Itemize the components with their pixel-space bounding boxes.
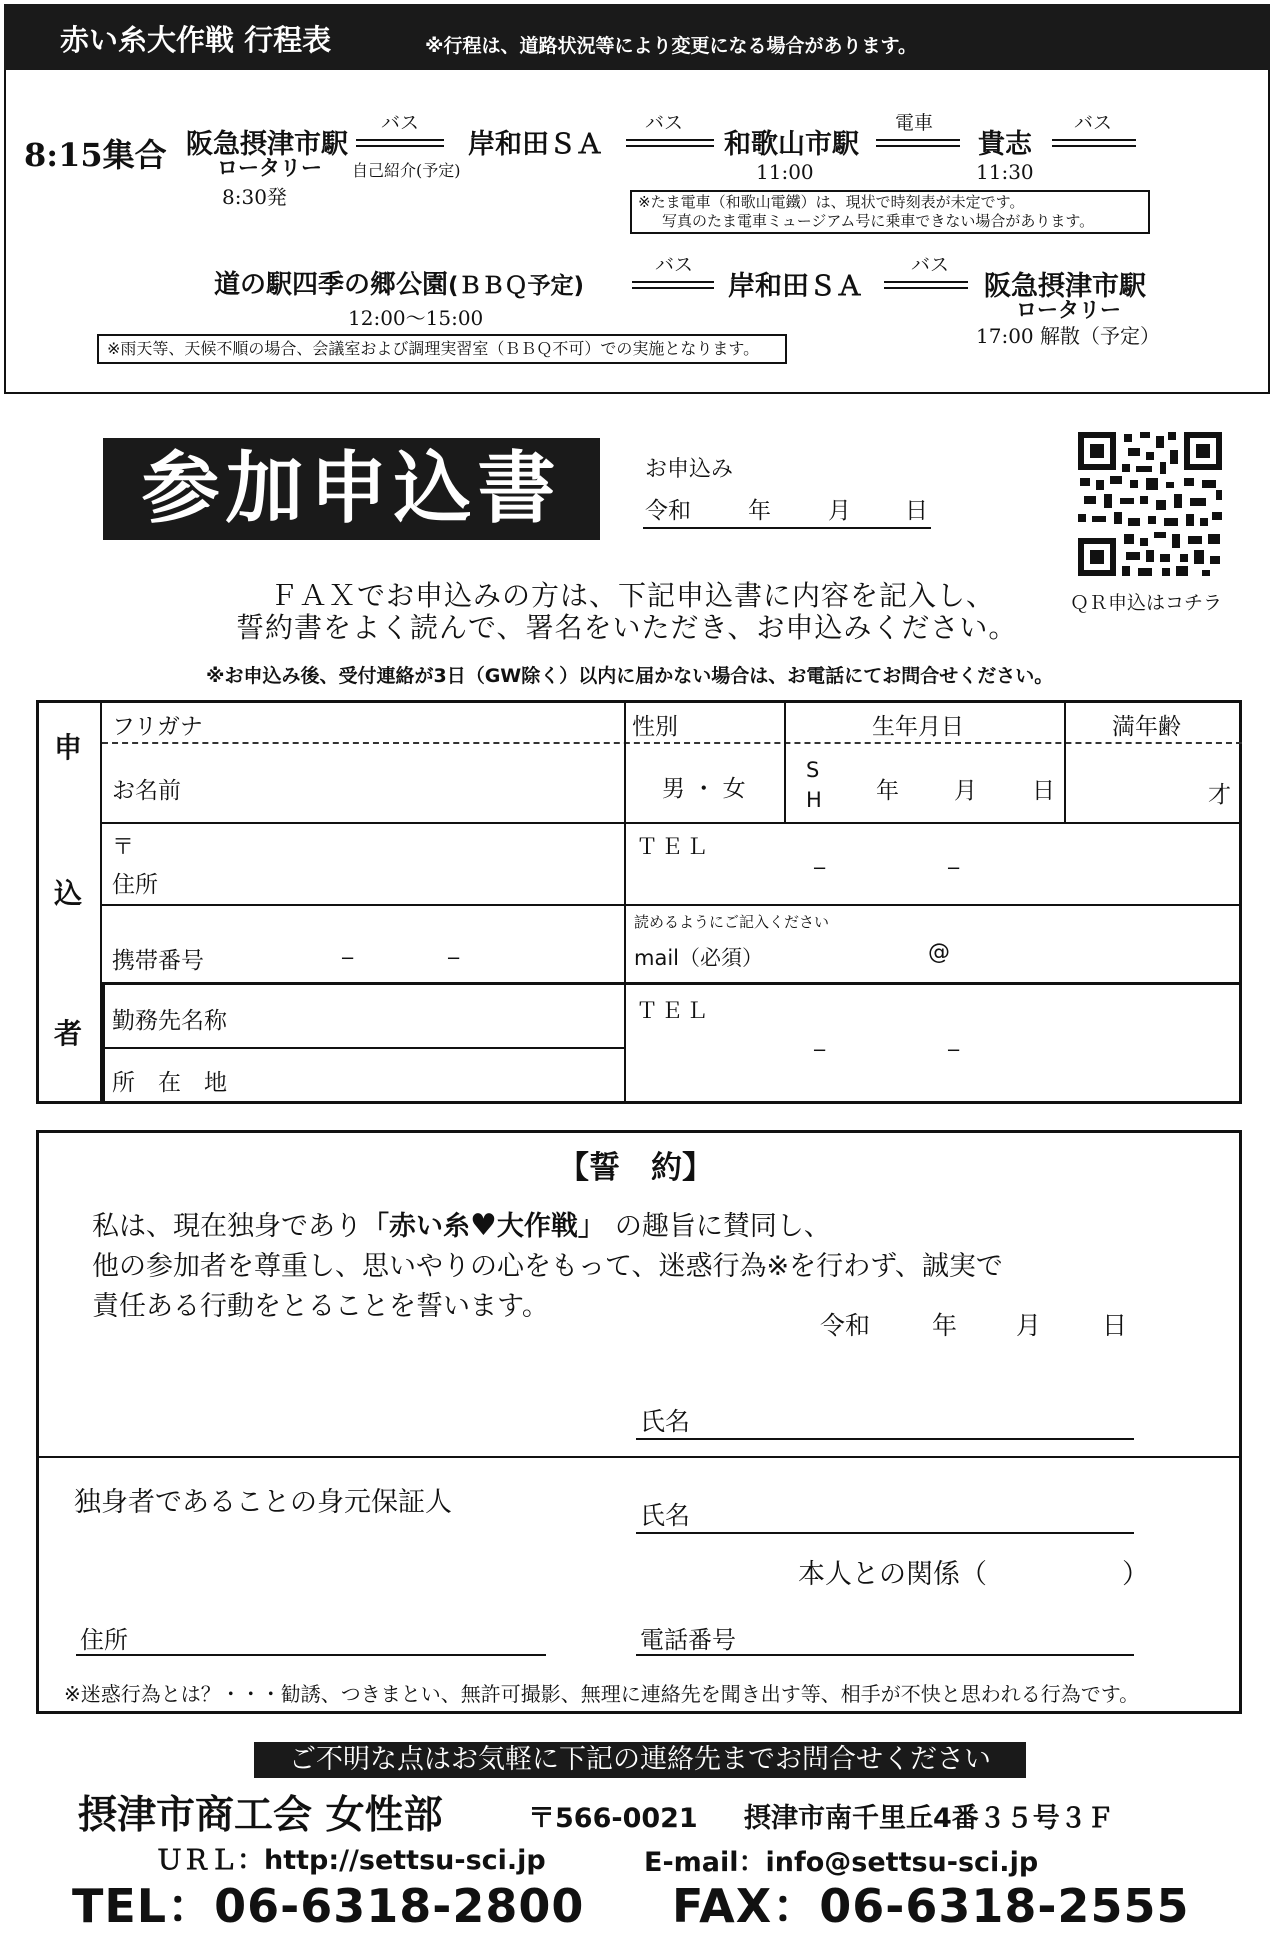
stop-hankyu-settsu-return-sub: ロータリー xyxy=(1016,298,1121,322)
leg-bus-2: バス xyxy=(645,112,684,134)
name-field[interactable] xyxy=(300,750,618,816)
relation-label[interactable]: 本人との関係（ ） xyxy=(798,1559,1149,1590)
guarantor-address-line[interactable] xyxy=(76,1654,546,1656)
contact-banner: ご不明な点はお気軽に下記の連絡先までお問合せください xyxy=(254,1742,1026,1778)
guarantor-phone-line[interactable] xyxy=(636,1654,1134,1656)
instruction-line-1: ＦＡＸでお申込みの方は、下記申込書に内容を記入し、 xyxy=(270,579,996,612)
guarantor-name-label: 氏名 xyxy=(640,1501,691,1530)
qr-code[interactable] xyxy=(1076,430,1224,578)
leg-bus-4: バス xyxy=(1074,112,1113,134)
leg-bus-1: バス xyxy=(381,112,420,134)
furigana-divider xyxy=(102,742,1242,744)
guarantor-name-line[interactable] xyxy=(636,1532,1134,1534)
address-field[interactable] xyxy=(180,826,618,900)
stop-hankyu-settsu-sub: ロータリー xyxy=(217,156,322,180)
departure-time: 8:30発 xyxy=(222,185,287,209)
assembly-time: 8:15集合 xyxy=(24,136,167,174)
age-label: 満年齢 xyxy=(1112,714,1181,740)
pledge-date-day: 日 xyxy=(1102,1311,1128,1340)
age-unit: 才 xyxy=(1208,782,1231,808)
org-address: 摂津市南千里丘4番３５号３Ｆ xyxy=(744,1803,1114,1834)
stop-michi-no-eki xyxy=(214,264,584,301)
apply-date xyxy=(645,492,928,525)
application-notice: ※お申込み後、受付連絡が3日（GW除く）以内に届かない場合は、お電話にてお問合せください。 xyxy=(206,665,1054,687)
apply-date-month: 月 xyxy=(828,498,851,524)
leg-note-intro: 自己紹介(予定) xyxy=(352,161,461,180)
qr-caption: ＱＲ申込はコチラ xyxy=(1070,592,1223,614)
gender-options[interactable]: 男 ・ 女 xyxy=(662,776,746,802)
apply-date-reiwa: 令和 xyxy=(645,498,691,524)
guarantor-phone-label: 電話番号 xyxy=(640,1626,736,1654)
wakayamashi-time: 11:00 xyxy=(756,160,814,184)
signature-label: 氏名 xyxy=(640,1407,691,1436)
kishi-time: 11:30 xyxy=(976,160,1034,184)
pledge-date xyxy=(820,1306,1128,1342)
route-line-2 xyxy=(626,139,714,147)
instruction-line-2: 誓約書をよく読んで、署名をいただき、お申込みください。 xyxy=(236,611,1018,644)
pledge-date-year: 年 xyxy=(932,1311,958,1340)
pledge-line-1-d: の趣旨に賛同し、 xyxy=(614,1211,831,1242)
form-row-line-1 xyxy=(102,822,1242,824)
location-label: 所 在 地 xyxy=(112,1070,227,1096)
work-tel-dash-1: − xyxy=(812,1040,828,1061)
guarantor-address-label: 住所 xyxy=(80,1626,128,1654)
leg-train: 電車 xyxy=(895,112,934,134)
route-line-3 xyxy=(876,139,960,147)
stop-kishiwada-sa-1: 岸和田ＳＡ xyxy=(468,129,603,160)
tel-dash-1: − xyxy=(812,858,828,879)
route-line-5 xyxy=(632,281,714,289)
mail-at: @ xyxy=(928,940,950,965)
route-line-1 xyxy=(356,139,444,147)
train-note-line-2: 写真のたま電車ミュージアム号に乗車できない場合があります。 xyxy=(662,212,1095,230)
tel-label: ＴＥＬ xyxy=(636,835,712,860)
pledge-title: 【誓 約】 xyxy=(558,1150,713,1186)
org-tel[interactable]: TEL：06-6318-2800 xyxy=(72,1879,585,1933)
guarantor-label: 独身者であることの身元保証人 xyxy=(74,1487,452,1518)
pledge-event-b: 大作戦」 xyxy=(496,1211,605,1242)
apply-date-year: 年 xyxy=(748,498,771,524)
train-note-line-1: ※たま電車（和歌山電鐵）は、現状で時刻表が未定です。 xyxy=(638,193,1025,211)
org-url[interactable]: ＵＲＬ：http://settsu-sci.jp xyxy=(156,1845,546,1876)
heart-icon: ♥ xyxy=(470,1208,497,1243)
application-title: 参加申込書 xyxy=(103,438,600,540)
birth-month: 月 xyxy=(954,778,977,804)
route-line-4 xyxy=(1052,139,1136,147)
side-label-3: 者 xyxy=(54,1017,83,1050)
pledge-line-1 xyxy=(92,1204,831,1243)
mobile-dash-2: − xyxy=(446,948,462,969)
train-note-box xyxy=(630,190,1150,234)
postal-mark: 〒 xyxy=(112,835,135,860)
itinerary-title: 赤い糸大作戦 行程表 xyxy=(60,23,332,57)
workplace-label: 勤務先名称 xyxy=(112,1008,227,1034)
gender-label: 性別 xyxy=(632,714,678,740)
org-fax[interactable]: FAX：06-6318-2555 xyxy=(672,1879,1190,1933)
pledge-divider xyxy=(38,1456,1240,1458)
org-postal: 〒566-0021 xyxy=(528,1803,698,1834)
stop-kishi: 貴志 xyxy=(978,129,1032,160)
michi-no-eki-suffix: (ＢＢＱ予定) xyxy=(448,273,585,299)
form-col-age xyxy=(1064,700,1066,822)
legible-note: 読めるようにご記入ください xyxy=(634,913,830,931)
stop-kishiwada-sa-2: 岸和田ＳＡ xyxy=(728,271,863,302)
apply-date-day: 日 xyxy=(905,498,928,524)
birthday-label: 生年月日 xyxy=(872,714,964,740)
pledge-line-1-a: 私は、現在独身であり xyxy=(92,1211,362,1242)
tel-dash-2: − xyxy=(946,858,962,879)
birth-day: 日 xyxy=(1032,778,1055,804)
dismissal-time: 17:00 解散（予定） xyxy=(976,324,1160,348)
leg-bus-6: バス xyxy=(911,254,950,276)
org-email[interactable]: E-mail：info@settsu-sci.jp xyxy=(644,1847,1039,1878)
mobile-dash-1: − xyxy=(340,948,356,969)
apply-date-underline xyxy=(643,527,931,529)
work-tel-dash-2: − xyxy=(946,1040,962,1061)
michi-no-eki-time: 12:00〜15:00 xyxy=(348,306,484,330)
side-label-2: 込 xyxy=(54,877,83,910)
pledge-date-month: 月 xyxy=(1016,1311,1042,1340)
era-h[interactable]: H xyxy=(806,788,822,812)
address-label: 住所 xyxy=(112,872,158,898)
signature-line[interactable] xyxy=(636,1438,1134,1440)
birth-year: 年 xyxy=(876,778,899,804)
name-label: お名前 xyxy=(112,778,181,804)
furigana-label: フリガナ xyxy=(112,714,203,740)
itinerary-note: ※行程は、道路状況等により変更になる場合があります。 xyxy=(425,35,917,57)
pledge-event-a: 「赤い糸 xyxy=(362,1211,470,1242)
stop-hankyu-settsu-return: 阪急摂津市駅 xyxy=(984,271,1146,302)
stop-wakayamashi: 和歌山市駅 xyxy=(724,129,859,160)
mail-label: mail（必須） xyxy=(634,946,763,970)
pledge-date-reiwa: 令和 xyxy=(820,1311,871,1340)
rain-note-box: ※雨天等、天候不順の場合、会議室および調理実習室（ＢＢＱ不可）での実施となります。 xyxy=(97,334,787,364)
era-s[interactable]: S xyxy=(806,758,820,782)
leg-bus-5: バス xyxy=(655,254,694,276)
stop-hankyu-settsu: 阪急摂津市駅 xyxy=(186,129,348,160)
form-col-birthday xyxy=(784,700,786,822)
organization-name: 摂津市商工会 女性部 xyxy=(78,1793,443,1838)
route-line-6 xyxy=(884,281,968,289)
pledge-line-3: 責任ある行動をとることを誓います。 xyxy=(92,1291,549,1322)
mobile-label: 携帯番号 xyxy=(112,948,204,974)
michi-no-eki-name: 道の駅四季の郷公園 xyxy=(214,270,449,300)
form-row-line-2 xyxy=(102,904,1242,906)
pledge-line-2: 他の参加者を尊重し、思いやりの心をもって、迷惑行為※を行わず、誠実で xyxy=(92,1251,1003,1282)
pledge-footnote: ※迷惑行為とは？・・・勧誘、つきまとい、無許可撮影、無理に連絡先を聞き出す等、相手が不快と思われる行為です。 xyxy=(64,1682,1140,1706)
work-tel-label: ＴＥＬ xyxy=(636,999,712,1024)
apply-label: お申込み xyxy=(645,457,734,482)
side-label-1: 申 xyxy=(54,731,83,764)
